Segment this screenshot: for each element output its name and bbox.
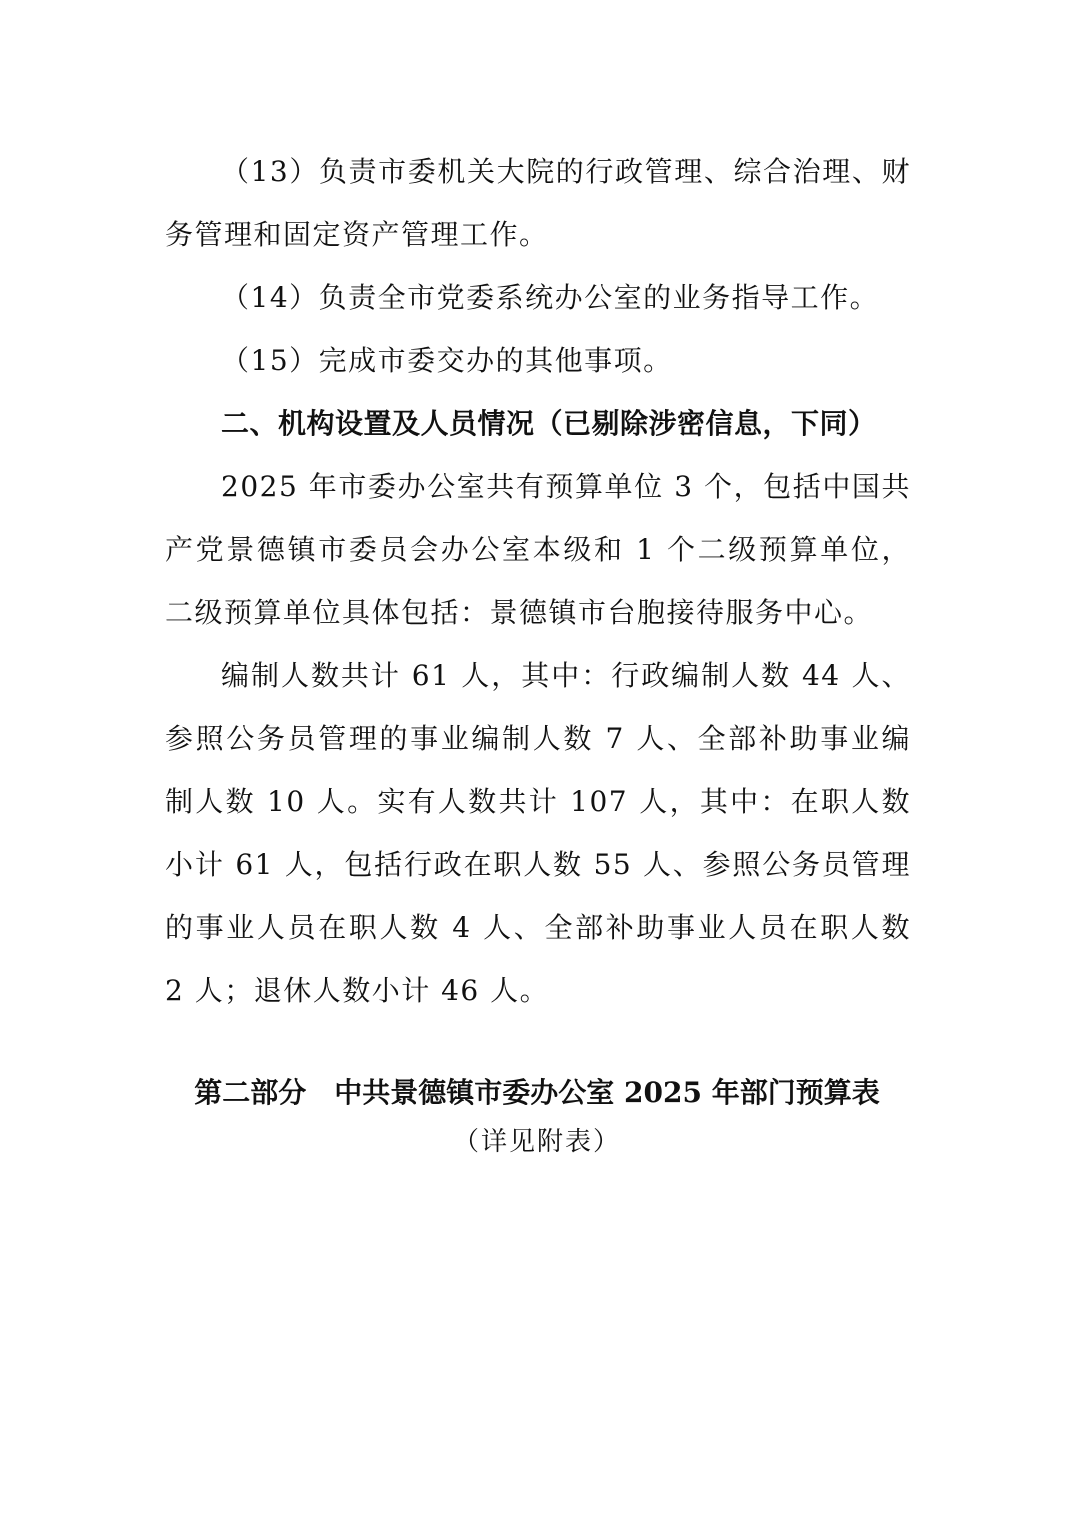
paragraph-duty-15: （15）完成市委交办的其他事项。 — [221, 344, 673, 377]
document-body — [165, 140, 911, 1022]
paragraph-duty-13: （13）负责市委机关大院的行政管理、综合治理、财务管理和固定资产管理工作。 — [165, 155, 911, 251]
paragraph-duty-14: （14）负责全市党委系统办公室的业务指导工作。 — [221, 281, 880, 314]
paragraph-staffing: 编制人数共计 61 人，其中：行政编制人数 44 人、参照公务员管理的事业编制人数 7 人、全部补助事业编制人数 10 人。实有人数共计 107 人，其中：在职人数小计 61 人，包括行政在职人数 55 人、参照公务员管理的事业人员在职人数 4 人、全部补助事业人员在职人数 2 人；退休人数小计 46 人。 — [165, 659, 911, 1007]
part-two-title: 第二部分 中共景德镇市委办公室 2025 年部门预算表 — [194, 1076, 880, 1109]
paragraph-budget-units: 2025 年市委办公室共有预算单位 3 个，包括中国共产党景德镇市委员会办公室本级和 1 个二级预算单位，二级预算单位具体包括：景德镇市台胞接待服务中心。 — [165, 470, 911, 629]
part-two-subtitle: （详见附表） — [452, 1127, 621, 1157]
section-heading: 二、机构设置及人员情况（已剔除涉密信息，下同） — [221, 407, 877, 440]
